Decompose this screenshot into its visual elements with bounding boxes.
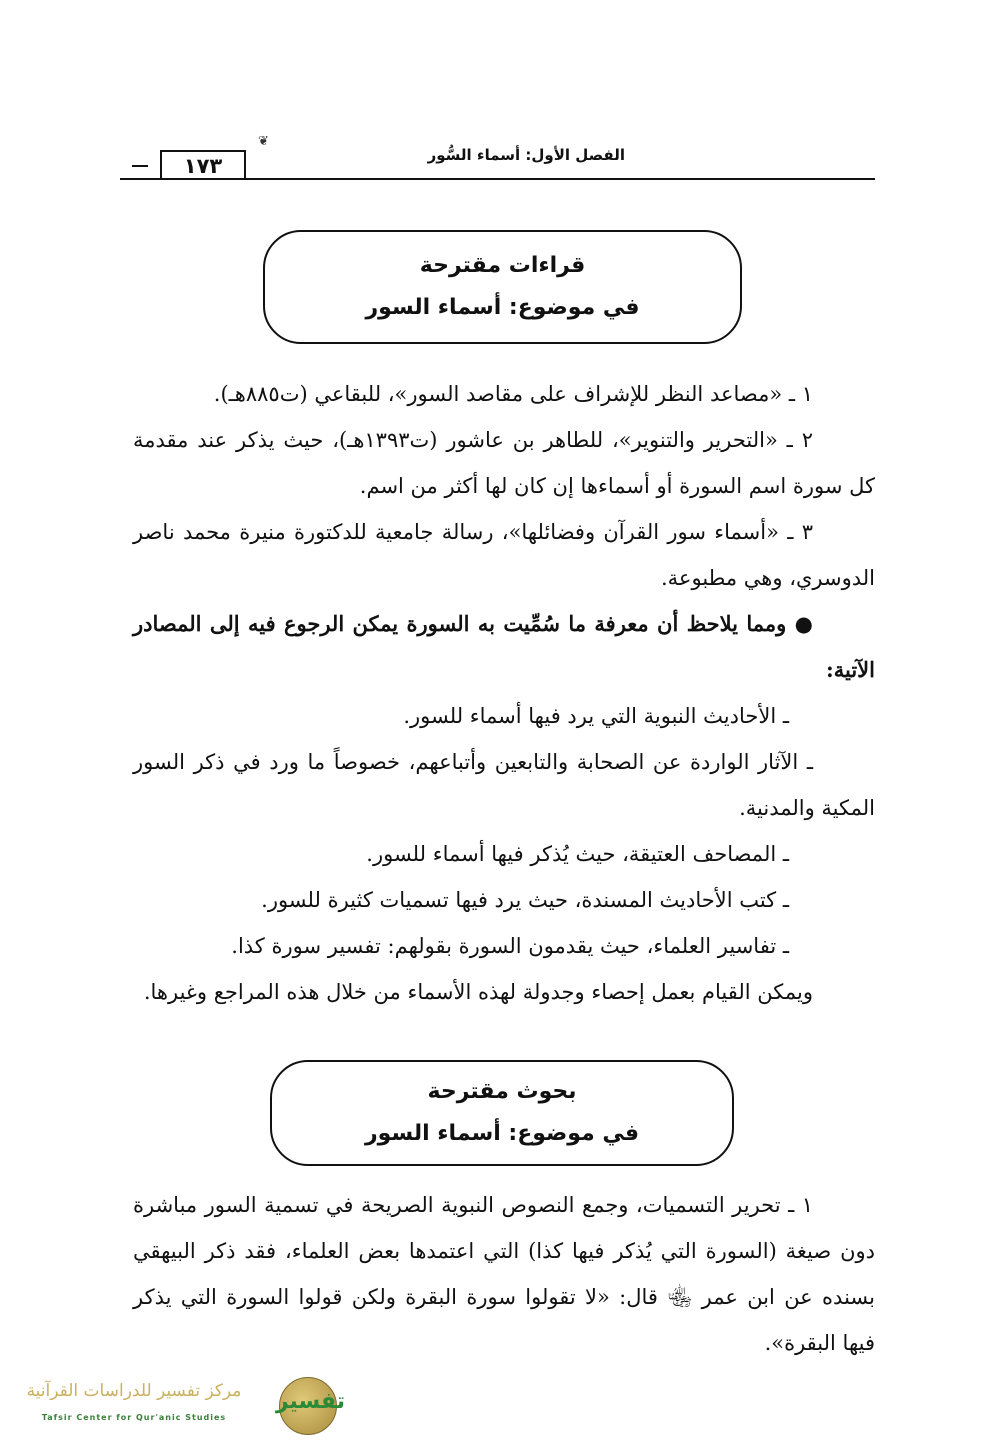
box-subheading: في موضوع: أسماء السور: [365, 1121, 640, 1146]
logo-english-text: Tafsir Center for Qur'anic Studies: [41, 1413, 227, 1422]
suggested-readings-box: [263, 230, 742, 344]
page-number: ١٧٣: [160, 150, 246, 180]
floral-ornament-icon: ❦: [258, 134, 269, 149]
box-subheading: في موضوع: أسماء السور: [365, 295, 640, 320]
list-item: ٣ ـ «أسماء سور القرآن وفضائلها»، رسالة جامعية للدكتورة منيرة محمد ناصر الدوسري، وهي مطبوعة.: [133, 520, 875, 590]
list-item: ـ المصاحف العتيقة، حيث يُذكر فيها أسماء للسور.: [366, 842, 789, 866]
logo-arabic-text: مركز تفسير للدراسات القرآنية: [26, 1381, 242, 1401]
chapter-title: الفصل الأول: أسماء السُّور: [427, 146, 625, 164]
research-list: [133, 1182, 875, 1366]
page-header: [120, 134, 875, 188]
note-paragraph: ● ومما يلاحظ أن معرفة ما سُمِّيت به السورة يمكن الرجوع فيه إلى المصادر الآتية:: [133, 611, 875, 682]
list-item: ٢ ـ «التحرير والتنوير»، للطاهر بن عاشور (ت١٣٩٣هـ)، حيث يذكر عند مقدمة كل سورة اسم السورة أو أسماءها إن كان لها أكثر من اسم.: [133, 428, 875, 498]
list-item: ـ كتب الأحاديث المسندة، حيث يرد فيها تسميات كثيرة للسور.: [261, 888, 789, 912]
readings-list: [133, 371, 875, 1015]
list-item: ـ الآثار الواردة عن الصحابة والتابعين وأتباعهم، خصوصاً ما ورد في ذكر السور المكية والمدنية.: [133, 750, 875, 820]
closing-paragraph: ويمكن القيام بعمل إحصاء وجدولة لهذه الأسماء من خلال هذه المراجع وغيرها.: [143, 980, 813, 1004]
list-item: ـ تفاسير العلماء، حيث يقدمون السورة بقولهم: تفسير سورة كذا.: [231, 934, 789, 958]
header-rule: [120, 178, 875, 180]
header-dash: [132, 165, 148, 167]
list-item: ١ ـ «مصاعد النظر للإشراف على مقاصد السور»، للبقاعي (ت٨٨٥هـ).: [213, 382, 813, 406]
list-item: ـ الأحاديث النبوية التي يرد فيها أسماء للسور.: [403, 704, 789, 728]
box-heading: بحوث مقترحة: [427, 1079, 577, 1105]
list-item: ١ ـ تحرير التسميات، وجمع النصوص النبوية الصريحة في تسمية السور مباشرة دون صيغة (السورة التي يُذكر فيها كذا) التي اعتمدها بعض العلماء، فقد ذكر البيهقي بسنده عن ابن عمر ﵄ قال: «لا تقولوا سورة البقرة ولكن قولوا السورة التي يذكر فيها البقرة».: [133, 1193, 875, 1355]
tafsir-center-logo: [14, 1375, 349, 1437]
box-heading: قراءات مقترحة: [419, 253, 586, 279]
logo-word: تفسير: [275, 1389, 345, 1414]
suggested-research-box: [270, 1060, 734, 1166]
